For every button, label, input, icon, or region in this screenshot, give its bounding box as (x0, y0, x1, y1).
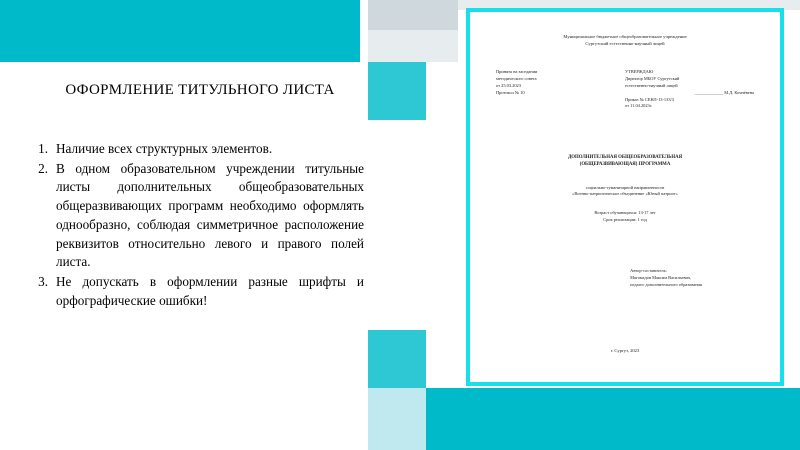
author-line: Магомадов Максим Васильевич, (630, 274, 692, 280)
list-item (34, 160, 364, 272)
page-title: ОФОРМЛЕНИЕ ТИТУЛЬНОГО ЛИСТА (65, 82, 335, 98)
list-item-number: 3. (38, 274, 48, 290)
list-item-text: Наличие всех структурных элементов. (56, 141, 273, 156)
decor-lower-square (368, 330, 426, 388)
approval-left-line: методического совета (496, 76, 537, 82)
direction-line: социально-гуманитарной направленности (585, 184, 665, 190)
approval-right-line: от 11.04.2023г. (625, 103, 653, 109)
approval-left (496, 69, 615, 110)
organization-line: Муниципальное бюджетное общеобразовательное учреждение (563, 34, 687, 39)
direction-line: «Военно-патриотическое объединение «Юный патриот» (572, 191, 678, 197)
list-item-number: 2. (38, 160, 48, 176)
program-author-block (630, 268, 754, 288)
approval-left-line: Принята на заседании (496, 69, 538, 75)
approval-right-line: Приказ № СЕНЛ-13-133/3 (625, 96, 674, 102)
age-line: Срок реализации: 1 год (603, 217, 647, 223)
approval-right-line: УТВЕРЖДАЮ (625, 69, 654, 75)
document-organization (496, 34, 754, 47)
title-page-document (470, 12, 780, 382)
list-item-text: В одном образовательном учреждении титульные листы дополнительных общеобразовательных общеразвивающих программ необходимо оформлять однообразно, соблюдая симметричное расположение реквизитов относительно левого и правого полей листа. (56, 160, 364, 270)
approval-left-line: от 25.03.2023 (496, 82, 521, 88)
approval-right (625, 69, 754, 110)
list-item (34, 273, 364, 310)
document-preview-frame (466, 8, 784, 386)
decor-bottom-band (426, 388, 800, 450)
decor-mid-square (368, 62, 426, 120)
program-heading (496, 154, 754, 168)
points-list (34, 140, 364, 312)
program-heading-line: (ОБЩЕРАЗВИВАЮЩАЯ) ПРОГРАММА (579, 162, 671, 168)
organization-line: Сургутский естественно-научный лицей (585, 40, 665, 46)
program-heading-line: ДОПОЛНИТЕЛЬНАЯ ОБЩЕОБРАЗОВАТЕЛЬНАЯ (567, 155, 683, 161)
approval-right-line: Директор МБОУ Сургутский (625, 76, 680, 82)
decor-top-grey-strip (368, 0, 458, 30)
document-approval-block (496, 69, 754, 110)
approval-right-line: естественно-научный лицей (625, 82, 678, 88)
list-item-text: Не допускать в оформлении разные шрифты и орфографические ошибки! (56, 274, 364, 308)
decor-bottom-left-white (0, 428, 368, 450)
approval-right-line: _____________ М.Д. Кочнёвена (694, 89, 754, 95)
program-age-block (496, 210, 754, 224)
approval-left-line: Протокол № 10 (496, 89, 525, 95)
program-direction (496, 185, 754, 199)
author-line: Автор-составитель: (630, 267, 667, 273)
list-item-number: 1. (38, 141, 48, 156)
decor-top-pale-strip-2 (368, 30, 458, 62)
age-line: Возраст обучающихся: 13-17 лет (594, 210, 656, 216)
document-city-year: г. Сургут, 2023 (610, 348, 640, 354)
decor-top-left-band (0, 0, 360, 62)
list-item (34, 140, 364, 159)
author-line: педагог дополнительного образования (630, 281, 702, 287)
decor-bottom-pale-square (368, 388, 426, 450)
